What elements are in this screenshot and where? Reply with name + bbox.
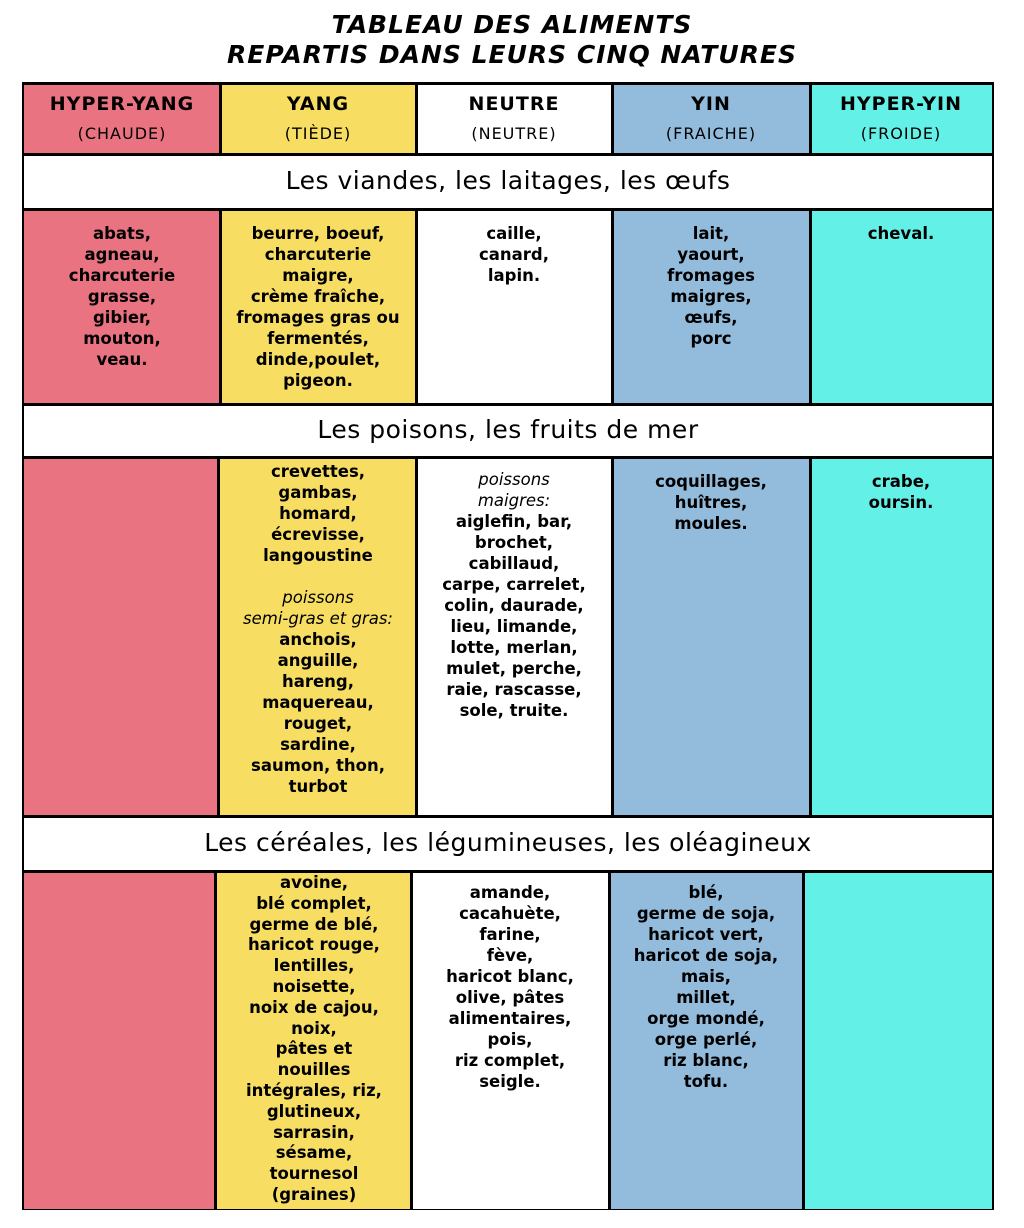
food-item: germe de soja,: [636, 904, 776, 923]
food-item: haricot de soja,: [633, 946, 779, 965]
food-item: colin, daurade,: [444, 596, 584, 615]
food-item: germe de blé,: [249, 914, 379, 934]
food-item: mulet, perche,: [446, 659, 582, 678]
cell-cereales-hyper-yang: [24, 873, 216, 1209]
food-item: lentilles,: [273, 956, 355, 976]
food-item: saumon, thon,: [251, 756, 385, 775]
column-divider: [219, 85, 222, 153]
food-item: glutineux,: [266, 1101, 362, 1121]
header-hyper-yang: [24, 85, 220, 153]
food-item: veau.: [96, 350, 148, 369]
page-title: [0, 10, 1024, 70]
header-yang-nature: (TIÈDE): [284, 124, 352, 143]
food-item: grasse,: [87, 287, 157, 306]
cell-poissons-neutre: [416, 459, 612, 815]
cell-viandes-yin: [612, 211, 810, 403]
column-divider: [219, 211, 222, 403]
food-item: nouilles: [277, 1060, 351, 1080]
header-yin-nature: (FRAICHE): [665, 124, 757, 143]
section-title-viandes-text: Les viandes, les laitages, les œufs: [285, 166, 731, 195]
cell-poissons-hyper-yin: [810, 459, 992, 815]
food-item: crabe,: [871, 472, 931, 491]
food-item: maquereau,: [262, 693, 374, 712]
column-divider: [809, 85, 812, 153]
food-item: coquillages,: [655, 472, 767, 491]
food-item: canard,: [478, 245, 549, 264]
header-hyper-yin-name: HYPER-YIN: [839, 93, 963, 115]
cell-cereales-hyper-yin: [804, 873, 992, 1209]
food-item: lotte, merlan,: [450, 638, 578, 657]
food-item: charcuterie: [264, 245, 372, 264]
column-divider: [608, 873, 611, 1209]
food-item: fromages gras ou: [236, 308, 400, 327]
column-divider: [415, 85, 418, 153]
food-item: cabillaud,: [468, 554, 560, 573]
cell-cereales-yin: [608, 873, 804, 1209]
food-item: dinde,poulet,: [255, 350, 381, 369]
food-item: brochet,: [474, 533, 554, 552]
title-line-2: REPARTIS DANS LEURS CINQ NATURES: [227, 40, 797, 69]
food-item: noix,: [291, 1018, 337, 1038]
food-item: moules.: [674, 514, 748, 533]
food-item: tournesol: [269, 1164, 359, 1184]
section-title-cereales: [24, 815, 992, 873]
cell-viandes-hyper-yin: [810, 211, 992, 403]
food-item: tofu.: [683, 1072, 729, 1091]
food-item: cheval.: [867, 224, 935, 243]
food-item: cacahuète,: [459, 904, 561, 923]
food-item: mouton,: [83, 329, 161, 348]
column-divider: [809, 211, 812, 403]
food-item: riz blanc,: [663, 1051, 749, 1070]
food-item: langoustine: [263, 546, 373, 565]
category-label: semi-gras et gras:: [243, 609, 393, 628]
column-divider: [611, 85, 614, 153]
header-yin-name: YIN: [691, 93, 731, 115]
food-item: mais,: [680, 967, 732, 986]
food-table: [22, 82, 994, 1210]
food-item: crevettes,: [270, 462, 366, 481]
food-item: raie, rascasse,: [446, 680, 582, 699]
column-divider: [611, 459, 614, 815]
cell-viandes-neutre: [416, 211, 612, 403]
food-item: anchois,: [279, 630, 357, 649]
food-item: noisette,: [272, 976, 356, 996]
header-yang-name: YANG: [286, 93, 350, 115]
food-item: orge perlé,: [654, 1030, 758, 1049]
food-item: pigeon.: [283, 371, 353, 390]
header-hyper-yang-nature: (CHAUDE): [77, 124, 167, 143]
food-item: lieu, limande,: [450, 617, 578, 636]
cell-viandes-yang: [220, 211, 416, 403]
food-item: gibier,: [92, 308, 152, 327]
category-label: poissons: [478, 470, 550, 489]
header-hyper-yang-name: HYPER-YANG: [49, 93, 195, 115]
cell-poissons-yang: [220, 459, 416, 815]
section-title-poissons-text: Les poisons, les fruits de mer: [317, 415, 699, 444]
food-item: porc: [690, 329, 732, 348]
section-title-viandes: [24, 153, 992, 211]
food-item: pâtes et: [275, 1039, 353, 1059]
food-item: œufs,: [684, 308, 738, 327]
food-item: lapin.: [487, 266, 541, 285]
food-item: gambas,: [278, 483, 358, 502]
food-item: fève,: [486, 946, 534, 965]
title-line-1: TABLEAU DES ALIMENTS: [331, 10, 693, 39]
food-item: abats,: [92, 224, 152, 243]
food-item: sésame,: [275, 1143, 353, 1163]
food-item: intégrales, riz,: [246, 1080, 382, 1100]
cell-cereales-neutre: [412, 873, 608, 1209]
section-title-poissons: [24, 403, 992, 459]
column-divider: [415, 211, 418, 403]
food-item: noix de cajou,: [249, 997, 379, 1017]
column-divider: [809, 459, 812, 815]
food-item: huîtres,: [674, 493, 748, 512]
header-neutre-name: NEUTRE: [468, 93, 560, 115]
food-item: écrevisse,: [271, 525, 365, 544]
header-yin: [612, 85, 810, 153]
food-item: blé complet,: [256, 893, 372, 913]
column-divider: [611, 211, 614, 403]
cell-poissons-yin: [612, 459, 810, 815]
header-hyper-yin-nature: (FROIDE): [860, 124, 942, 143]
section-title-cereales-text: Les céréales, les légumineuses, les oléagineux: [204, 828, 812, 857]
food-item: maigre,: [282, 266, 354, 285]
food-item: crème fraîche,: [250, 287, 386, 306]
food-item: turbot: [288, 777, 348, 796]
food-item: farine,: [479, 925, 541, 944]
food-item: pois,: [487, 1030, 533, 1049]
food-item: lait,: [692, 224, 730, 243]
food-item: haricot rouge,: [248, 935, 380, 955]
food-item: charcuterie: [68, 266, 176, 285]
food-item: (graines): [271, 1184, 357, 1204]
food-item: haricot blanc,: [446, 967, 574, 986]
food-item: agneau,: [84, 245, 160, 264]
header-hyper-yin: [810, 85, 992, 153]
header-yang: [220, 85, 416, 153]
column-divider: [410, 873, 413, 1209]
food-item: haricot vert,: [648, 925, 764, 944]
food-item: sardine,: [280, 735, 356, 754]
food-item: fermentés,: [267, 329, 369, 348]
food-item: carpe, carrelet,: [442, 575, 586, 594]
food-item: sole, truite.: [459, 701, 569, 720]
food-item: beurre, boeuf,: [251, 224, 385, 243]
header-neutre: [416, 85, 612, 153]
food-item: yaourt,: [677, 245, 745, 264]
food-item: seigle.: [479, 1072, 541, 1091]
food-item: maigres,: [670, 287, 752, 306]
spacer: [220, 566, 416, 587]
header-neutre-nature: (NEUTRE): [471, 124, 557, 143]
column-divider: [802, 873, 805, 1209]
food-item: orge mondé,: [647, 1009, 765, 1028]
food-item: blé,: [688, 883, 724, 902]
food-item: oursin.: [868, 493, 934, 512]
food-item: riz complet,: [454, 1051, 566, 1070]
food-item: avoine,: [279, 873, 349, 892]
food-item: sarrasin,: [273, 1122, 355, 1142]
category-label: poissons: [282, 588, 354, 607]
food-item: millet,: [676, 988, 736, 1007]
food-item: anguille,: [277, 651, 359, 670]
food-item: homard,: [279, 504, 357, 523]
cell-cereales-yang: [216, 873, 412, 1209]
food-item: rouget,: [283, 714, 353, 733]
category-label: maigres:: [477, 491, 551, 510]
food-item: aiglefin, bar,: [455, 512, 573, 531]
cell-viandes-hyper-yang: [24, 211, 220, 403]
food-item: caille,: [486, 224, 542, 243]
food-item: fromages: [667, 266, 755, 285]
cell-poissons-hyper-yang: [24, 459, 220, 815]
food-item: olive, pâtes: [455, 988, 565, 1007]
food-item: hareng,: [281, 672, 355, 691]
column-divider: [217, 459, 220, 815]
food-item: alimentaires,: [448, 1009, 572, 1028]
column-divider: [214, 873, 217, 1209]
column-divider: [415, 459, 418, 815]
food-item: amande,: [469, 883, 551, 902]
